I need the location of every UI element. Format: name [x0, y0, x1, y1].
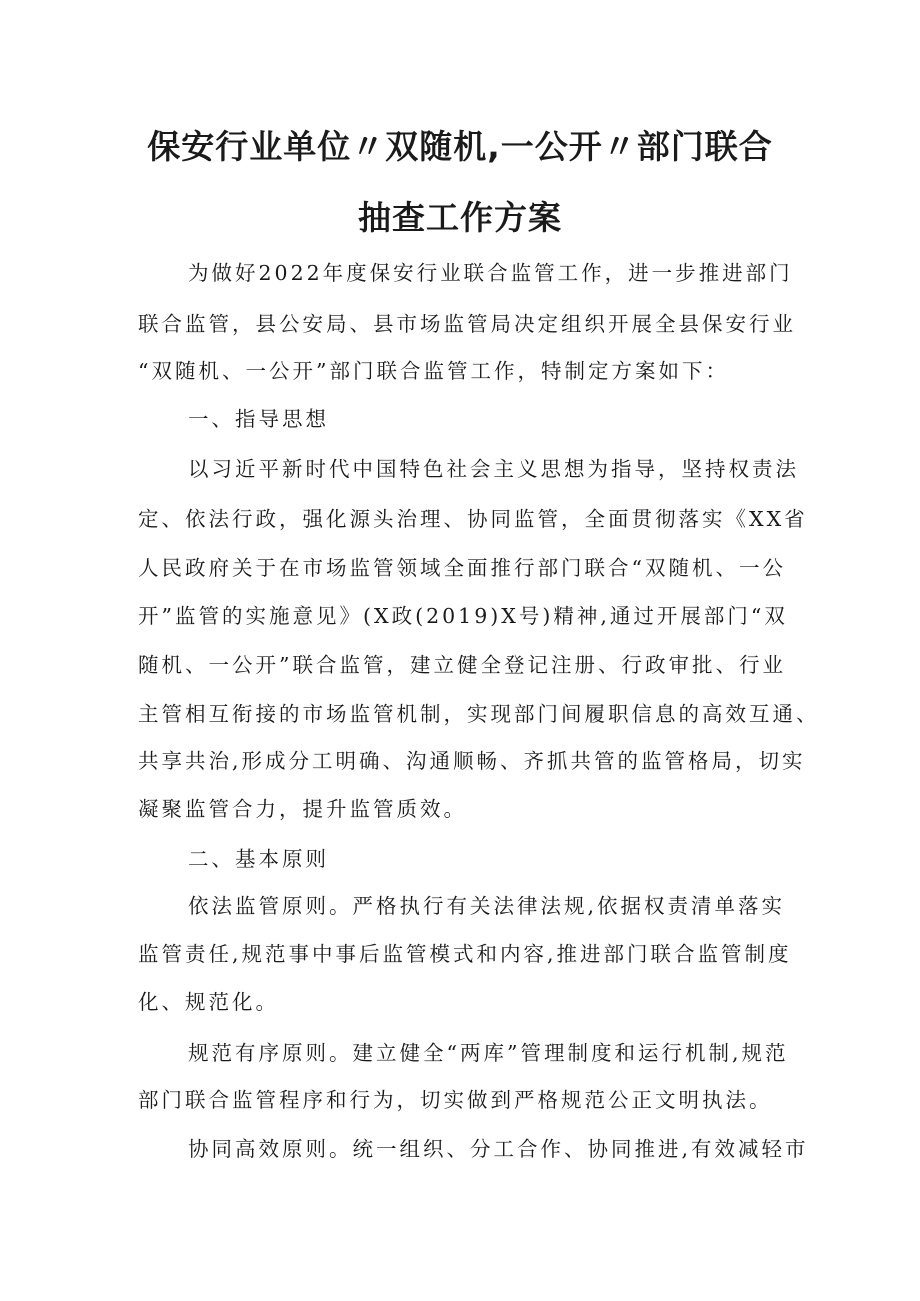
document-title-line-2: 抽查工作方案 — [358, 198, 562, 237]
paragraph-guiding-line: 共享共治,形成分工明确、沟通顺畅、齐抓共管的监管格局，切实 — [138, 749, 806, 773]
paragraph-principle-line: 协同高效原则。统一组织、分工合作、协同推进,有效减轻市 — [188, 1137, 809, 1161]
paragraph-guiding-line: 定、依法行政，强化源头治理、协同监管，全面贯彻落实《XX省 — [138, 507, 808, 531]
paragraph-principle-line: 监管责任,规范事中事后监管模式和内容,推进部门联合监管制度 — [138, 942, 792, 966]
section-heading-basic-principles: 二、基本原则 — [188, 847, 329, 871]
document-title-line-1: 保安行业单位〃双随机,一公开〃部门联合 — [147, 127, 773, 166]
paragraph-guiding-line: 凝聚监管合力，提升监管质效。 — [138, 797, 467, 821]
paragraph-principle-line: 规范有序原则。建立健全“两库”管理制度和运行机制,规范 — [188, 1041, 789, 1065]
paragraph-guiding-line: 人民政府关于在市场监管领域全面推行部门联合“双随机、一公 — [138, 556, 786, 580]
paragraph-principle-line: 依法监管原则。严格执行有关法律法规,依据权责清单落实 — [188, 894, 786, 918]
paragraph-principle-line: 化、规范化。 — [138, 990, 279, 1014]
paragraph-intro-line: 联合监管，县公安局、县市场监管局决定组织开展全县保安行业 — [138, 312, 796, 336]
section-heading-guiding-ideology: 一、指导思想 — [188, 407, 329, 431]
paragraph-guiding-line: 以习近平新时代中国特色社会主义思想为指导，坚持权责法 — [188, 457, 799, 481]
paragraph-guiding-line: 开”监管的实施意见》(X政(2019)X号)精神,通过开展部门“双 — [138, 604, 788, 628]
paragraph-intro-line: “双随机、一公开”部门联合监管工作，特制定方案如下： — [138, 359, 729, 383]
paragraph-guiding-line: 主管相互衔接的市场监管机制，实现部门间履职信息的高效互通、 — [138, 702, 820, 726]
paragraph-intro-line: 为做好2022年度保安行业联合监管工作，进一步推进部门 — [188, 261, 793, 285]
paragraph-principle-line: 部门联合监管程序和行为，切实做到严格规范公正文明执法。 — [138, 1088, 773, 1112]
paragraph-guiding-line: 随机、一公开”联合监管，建立健全登记注册、行政审批、行业 — [138, 653, 786, 677]
